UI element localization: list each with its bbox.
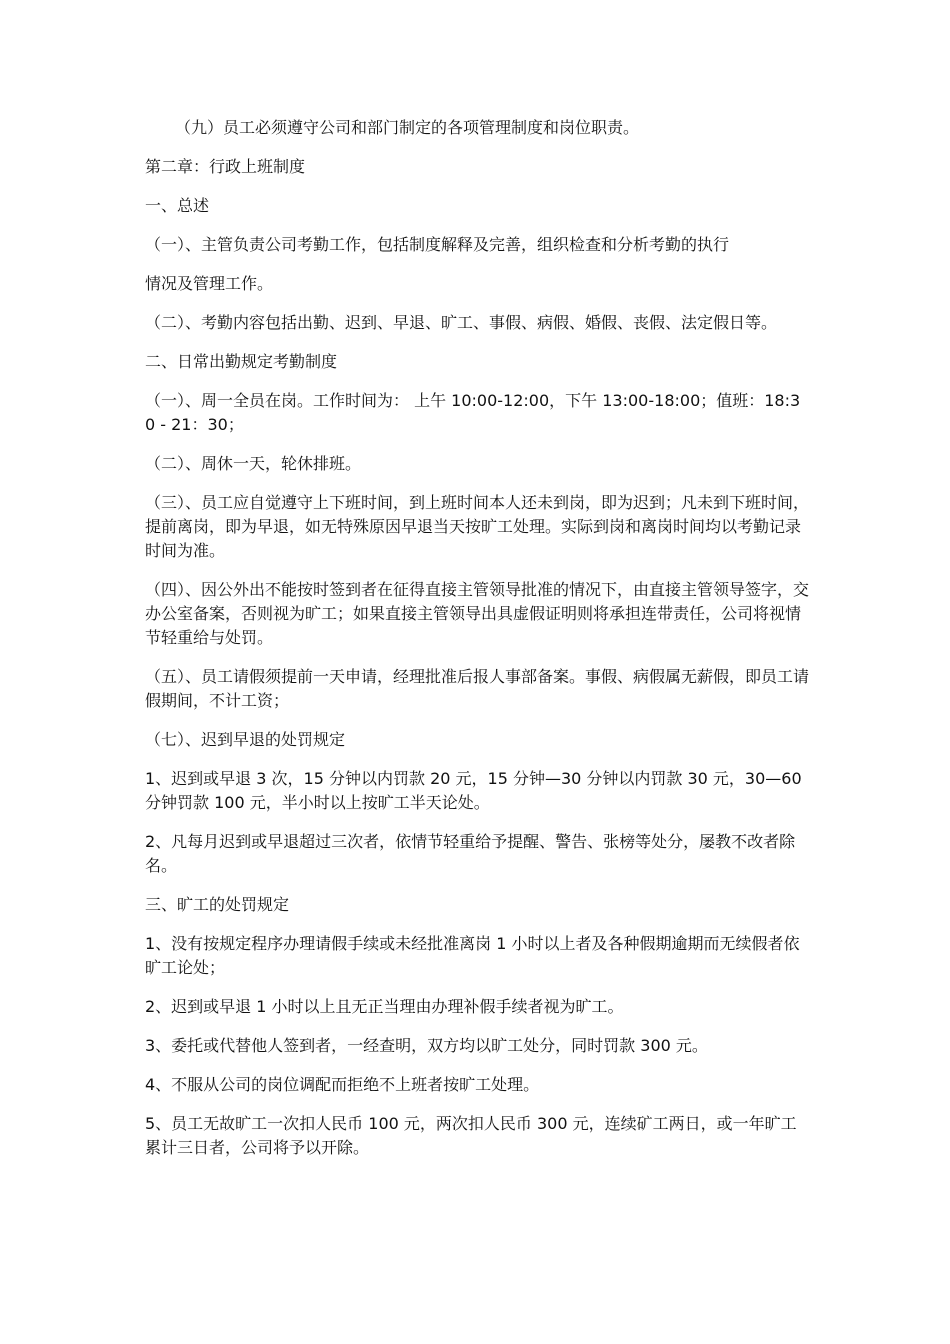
section-three-heading: 三、旷工的处罚规定 (145, 895, 290, 914)
attendance-item-three: （三）、员工应自觉遵守上下班时间，到上班时间本人还未到岗，即为迟到；凡未到下班时间，提前离岗，即为早退，如无特殊原因早退当天按旷工处理。实际到岗和离岗时间均以考勤记录时间为准。 (145, 493, 810, 560)
attendance-item-two: （二）、周休一天，轮休排班。 (145, 454, 362, 473)
general-item-two: （二）、考勤内容包括出勤、迟到、早退、旷工、事假、病假、婚假、丧假、法定假日等。 (145, 313, 778, 332)
general-item-one: （一）、主管负责公司考勤工作，包括制度解释及完善，组织检查和分析考勤的执行 (145, 235, 730, 254)
late-penalty-one: 1、迟到或早退 3 次，15 分钟以内罚款 20 元，15 分钟—30 分钟以内罚款 30 元，30—60 分钟罚款 100 元，半小时以上按旷工半天论处。 (145, 769, 802, 812)
absence-rule-three: 3、委托或代替他人签到者，一经查明，双方均以旷工处分，同时罚款 300 元。 (145, 1036, 708, 1055)
attendance-item-five: （五）、员工请假须提前一天申请，经理批准后报人事部备案。事假、病假属无薪假，即员工请假期间，不计工资； (145, 667, 810, 710)
attendance-item-four: （四）、因公外出不能按时签到者在征得直接主管领导批准的情况下，由直接主管领导签字，交办公室备案，否则视为旷工；如果直接主管领导出具虚假证明则将承担连带责任，公司将视情节轻重给与处罚。 (145, 580, 810, 647)
general-item-one-continued: 情况及管理工作。 (145, 274, 274, 293)
attendance-item-one: （一）、周一全员在岗。工作时间为： 上午 10:00-12:00，下午 13:00-18:00；值班：18:30 - 21：30； (145, 391, 801, 434)
section-one-heading: 一、总述 (145, 196, 210, 215)
attendance-item-seven: （七）、迟到早退的处罚规定 (145, 730, 346, 749)
section-two-heading: 二、日常出勤规定考勤制度 (145, 352, 338, 371)
document-body (145, 116, 810, 1175)
late-penalty-two: 2、凡每月迟到或早退超过三次者，依情节轻重给予提醒、警告、张榜等处分，屡教不改者除名。 (145, 832, 796, 875)
absence-rule-five: 5、员工无故旷工一次扣人民币 100 元，两次扣人民币 300 元，连续矿工两日，或一年旷工累计三日者，公司将予以开除。 (145, 1114, 797, 1157)
absence-rule-four: 4、不服从公司的岗位调配而拒绝不上班者按旷工处理。 (145, 1075, 540, 1094)
chapter-two-heading: 第二章：行政上班制度 (145, 157, 306, 176)
absence-rule-one: 1、没有按规定程序办理请假手续或未经批准离岗 1 小时以上者及各种假期逾期而无续假者依旷工论处； (145, 934, 800, 977)
clause-nine: （九）员工必须遵守公司和部门制定的各项管理制度和岗位职责。 (175, 118, 640, 137)
absence-rule-two: 2、迟到或早退 1 小时以上且无正当理由办理补假手续者视为旷工。 (145, 997, 624, 1016)
